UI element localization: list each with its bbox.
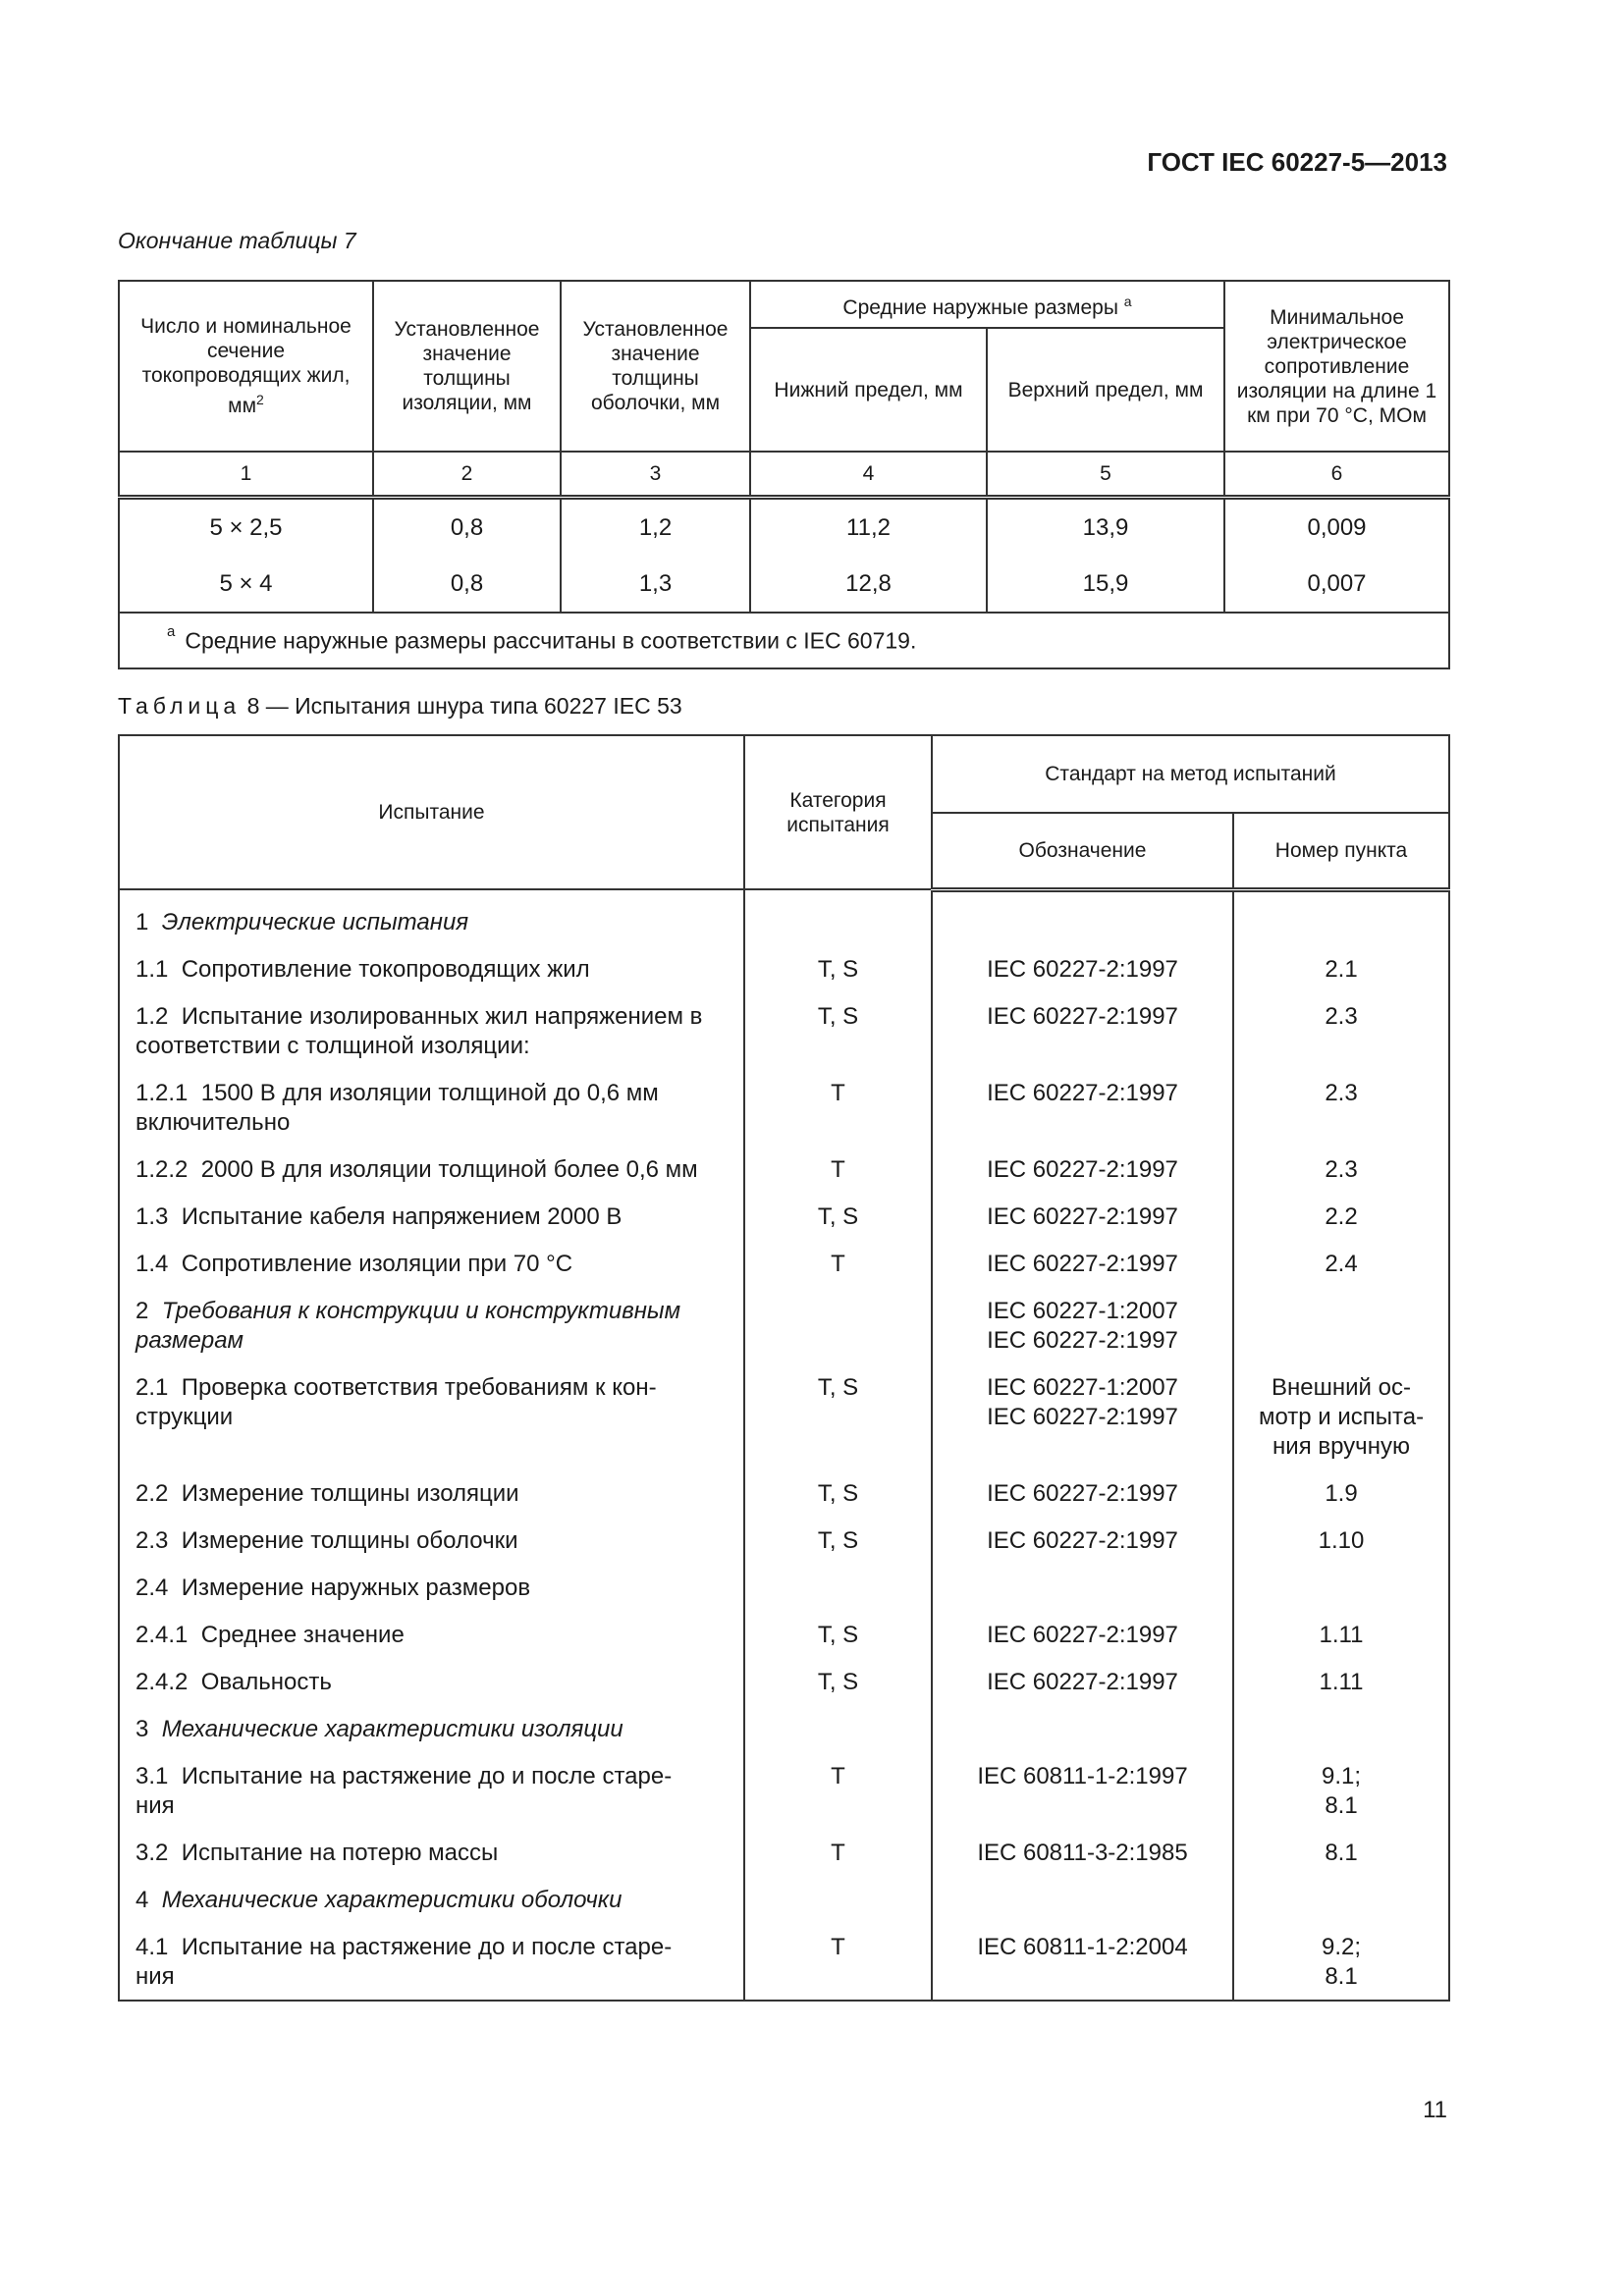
clause-number-cell: 2.3 bbox=[1233, 1138, 1449, 1185]
test-name-cell bbox=[119, 1915, 744, 2001]
test-category-cell: Т, S bbox=[744, 937, 932, 985]
test-name-cell bbox=[119, 1603, 744, 1650]
table-row bbox=[119, 1509, 1449, 1556]
table-row bbox=[119, 1603, 1449, 1650]
standard-designation-cell: IEC 60227-2:1997 bbox=[932, 1232, 1233, 1279]
test-name: 1500 В для изоляции толщиной до 0,6 мм включительно bbox=[135, 1080, 659, 1136]
clause-number-cell: 2.3 bbox=[1233, 985, 1449, 1061]
test-name-cell bbox=[119, 1462, 744, 1509]
t7-header-insulation: Установленное значение толщины изоляции, мм bbox=[373, 281, 561, 452]
clause-number-cell: 1.11 bbox=[1233, 1603, 1449, 1650]
test-number: 1.2 bbox=[135, 1003, 169, 1030]
test-category-cell: Т bbox=[744, 1232, 932, 1279]
t7-header-resistance: Минимальное электрическое сопротивление изоляции на длине 1 км при 70 °С, МОм bbox=[1224, 281, 1449, 452]
test-category-cell: Т, S bbox=[744, 1185, 932, 1232]
clause-number-cell: 2.3 bbox=[1233, 1061, 1449, 1138]
test-number: 2.4 bbox=[135, 1575, 169, 1601]
table-row bbox=[119, 1821, 1449, 1868]
test-name: Измерение наружных размеров bbox=[181, 1575, 531, 1601]
test-category-cell bbox=[744, 1868, 932, 1915]
test-name-cell bbox=[119, 1697, 744, 1744]
standard-designation-cell: IEC 60227-2:1997 bbox=[932, 1138, 1233, 1185]
test-name: Испытание изолированных жил напряжением в соответствии с толщиной изоляции: bbox=[135, 1003, 703, 1059]
standard-designation-cell: IEC 60227-2:1997 bbox=[932, 1509, 1233, 1556]
table-row bbox=[119, 1650, 1449, 1697]
clause-number-cell bbox=[1233, 1556, 1449, 1603]
test-number: 3.2 bbox=[135, 1840, 169, 1866]
test-name-cell bbox=[119, 1279, 744, 1356]
t7-header-conductors: Число и номинальное сечение токопроводящих жил, $мм^2$ bbox=[119, 281, 373, 452]
clause-number-cell bbox=[1233, 889, 1449, 937]
test-number: 2.3 bbox=[135, 1527, 169, 1554]
table-row bbox=[119, 937, 1449, 985]
test-category-cell bbox=[744, 889, 932, 937]
test-name-cell bbox=[119, 1650, 744, 1697]
table-row bbox=[119, 1138, 1449, 1185]
test-name: Сопротивление токопроводящих жил bbox=[181, 956, 590, 983]
test-category-cell: Т bbox=[744, 1138, 932, 1185]
test-category-cell: Т, S bbox=[744, 1509, 932, 1556]
table-row bbox=[119, 985, 1449, 1061]
test-number: 2.4.2 bbox=[135, 1669, 189, 1695]
clause-number-cell: 9.2; 8.1 bbox=[1233, 1915, 1449, 2001]
test-name-cell bbox=[119, 1868, 744, 1915]
test-name-cell bbox=[119, 937, 744, 985]
table-row bbox=[119, 1061, 1449, 1138]
test-number: 3.1 bbox=[135, 1763, 169, 1789]
table-7 bbox=[118, 280, 1450, 669]
table-row bbox=[119, 1232, 1449, 1279]
standard-designation-cell: IEC 60227-2:1997 bbox=[932, 985, 1233, 1061]
test-number: 1.3 bbox=[135, 1203, 169, 1230]
test-category-cell: Т, S bbox=[744, 1356, 932, 1462]
t8-header-test: Испытание bbox=[119, 735, 744, 889]
clause-number-cell: 2.1 bbox=[1233, 937, 1449, 985]
standard-designation-cell: IEC 60227-2:1997 bbox=[932, 1462, 1233, 1509]
test-name: Механические характеристики оболочки bbox=[161, 1887, 623, 1913]
test-name: 2000 В для изоляции толщиной более 0,6 мм bbox=[200, 1156, 698, 1183]
clause-number-cell: Внешний ос- мотр и испыта- ния вручную bbox=[1233, 1356, 1449, 1462]
table-row bbox=[119, 1744, 1449, 1821]
clause-number-cell: 1.9 bbox=[1233, 1462, 1449, 1509]
t7-footnote: $^a$ Средние наружные размеры рассчитаны в соответствии с IEC 60719. bbox=[119, 613, 1449, 668]
t8-header-designation: Обозначение bbox=[932, 813, 1233, 889]
clause-number-cell: 9.1; 8.1 bbox=[1233, 1744, 1449, 1821]
clause-number-cell: 2.2 bbox=[1233, 1185, 1449, 1232]
test-number: 3 bbox=[135, 1716, 149, 1742]
test-number: 2.2 bbox=[135, 1480, 169, 1507]
test-name-cell bbox=[119, 1185, 744, 1232]
table8-caption: Таблица 8 — Испытания шнура типа 60227 IEC 53 bbox=[118, 693, 682, 719]
test-name-cell bbox=[119, 1556, 744, 1603]
standard-designation-cell: IEC 60227-2:1997 bbox=[932, 1185, 1233, 1232]
clause-number-cell bbox=[1233, 1279, 1449, 1356]
test-name: Испытание на растяжение до и после старе-ния bbox=[135, 1934, 673, 1990]
t7-column-numbers: 1 2 3 4 5 6 bbox=[119, 452, 1449, 498]
test-category-cell: Т bbox=[744, 1061, 932, 1138]
test-category-cell: Т, S bbox=[744, 1462, 932, 1509]
table-8 bbox=[118, 734, 1450, 2002]
table-row bbox=[119, 1356, 1449, 1462]
t7-header-lower: Нижний предел, мм bbox=[750, 328, 987, 452]
t7-header-upper: Верхний предел, мм bbox=[987, 328, 1224, 452]
standard-designation-cell: IEC 60227-2:1997 bbox=[932, 1603, 1233, 1650]
test-name-cell bbox=[119, 1509, 744, 1556]
test-category-cell: Т bbox=[744, 1744, 932, 1821]
t7-header-sheath: Установленное значение толщины оболочки, мм bbox=[561, 281, 750, 452]
test-category-cell: Т, S bbox=[744, 985, 932, 1061]
table-row bbox=[119, 889, 1449, 937]
test-name-cell bbox=[119, 1138, 744, 1185]
test-number: 2 bbox=[135, 1298, 149, 1324]
standard-designation-cell: IEC 60811-1-2:1997 bbox=[932, 1744, 1233, 1821]
test-category-cell bbox=[744, 1697, 932, 1744]
clause-number-cell: 1.10 bbox=[1233, 1509, 1449, 1556]
test-category-cell: Т, S bbox=[744, 1603, 932, 1650]
clause-number-cell bbox=[1233, 1868, 1449, 1915]
test-number: 1.2.2 bbox=[135, 1156, 189, 1183]
standard-designation-cell bbox=[932, 1868, 1233, 1915]
t8-header-standard: Стандарт на метод испытаний bbox=[932, 735, 1449, 813]
test-category-cell bbox=[744, 1556, 932, 1603]
t8-header-category: Категория испытания bbox=[744, 735, 932, 889]
page-number: 11 bbox=[1423, 2097, 1447, 2123]
table-row bbox=[119, 1185, 1449, 1232]
test-name-cell bbox=[119, 889, 744, 937]
test-name: Требования к конструкции и конструктивным размерам bbox=[135, 1298, 681, 1354]
standard-designation-cell: IEC 60227-2:1997 bbox=[932, 1061, 1233, 1138]
table-row bbox=[119, 1279, 1449, 1356]
standard-designation-cell: IEC 60227-2:1997 bbox=[932, 1650, 1233, 1697]
test-number: 2.1 bbox=[135, 1374, 169, 1401]
table-row: 5 × 4 0,8 1,3 12,8 15,9 0,007 bbox=[119, 556, 1449, 613]
test-name: Овальность bbox=[200, 1669, 332, 1695]
table-row bbox=[119, 1462, 1449, 1509]
t7-header-outer-dims: Средние наружные размеры $^a$ bbox=[750, 281, 1224, 328]
t8-header-clause: Номер пункта bbox=[1233, 813, 1449, 889]
standard-designation-cell: IEC 60227-1:2007 IEC 60227-2:1997 bbox=[932, 1356, 1233, 1462]
test-name-cell bbox=[119, 1061, 744, 1138]
test-number: 2.4.1 bbox=[135, 1622, 189, 1648]
test-name-cell bbox=[119, 1744, 744, 1821]
test-name: Испытание на потерю массы bbox=[181, 1840, 499, 1866]
standard-designation-cell: IEC 60811-1-2:2004 bbox=[932, 1915, 1233, 2001]
test-number: 1.4 bbox=[135, 1251, 169, 1277]
standard-designation-cell bbox=[932, 1556, 1233, 1603]
table-row bbox=[119, 1556, 1449, 1603]
test-number: 4.1 bbox=[135, 1934, 169, 1960]
test-name-cell bbox=[119, 985, 744, 1061]
test-name-cell bbox=[119, 1821, 744, 1868]
test-name: Среднее значение bbox=[200, 1622, 405, 1648]
test-name: Механические характеристики изоляции bbox=[161, 1716, 623, 1742]
test-category-cell bbox=[744, 1279, 932, 1356]
test-name: Испытание на растяжение до и после старе-ния bbox=[135, 1763, 673, 1819]
table-row bbox=[119, 1915, 1449, 2001]
standard-designation-cell bbox=[932, 1697, 1233, 1744]
standard-designation-cell bbox=[932, 889, 1233, 937]
test-name: Испытание кабеля напряжением 2000 В bbox=[181, 1203, 623, 1230]
test-name: Электрические испытания bbox=[161, 909, 469, 935]
test-number: 1.1 bbox=[135, 956, 169, 983]
table-row bbox=[119, 1697, 1449, 1744]
table7-continuation-caption: Окончание таблицы 7 bbox=[118, 228, 356, 253]
document-code: ГОСТ IEC 60227-5—2013 bbox=[1147, 147, 1447, 177]
test-name: Измерение толщины оболочки bbox=[181, 1527, 518, 1554]
test-category-cell: Т, S bbox=[744, 1650, 932, 1697]
standard-designation-cell: IEC 60811-3-2:1985 bbox=[932, 1821, 1233, 1868]
standard-designation-cell: IEC 60227-2:1997 bbox=[932, 937, 1233, 985]
test-name: Сопротивление изоляции при 70 °С bbox=[181, 1251, 573, 1277]
test-number: 1 bbox=[135, 909, 149, 935]
table-row bbox=[119, 1868, 1449, 1915]
test-category-cell: Т bbox=[744, 1915, 932, 2001]
test-name: Проверка соответствия требованиям к кон-струкции bbox=[135, 1374, 657, 1430]
table-row: 5 × 2,5 0,8 1,2 11,2 13,9 0,009 bbox=[119, 498, 1449, 557]
test-name-cell bbox=[119, 1356, 744, 1462]
test-number: 1.2.1 bbox=[135, 1080, 189, 1106]
test-name: Измерение толщины изоляции bbox=[181, 1480, 519, 1507]
test-category-cell: Т bbox=[744, 1821, 932, 1868]
test-name-cell bbox=[119, 1232, 744, 1279]
clause-number-cell: 2.4 bbox=[1233, 1232, 1449, 1279]
standard-designation-cell: IEC 60227-1:2007 IEC 60227-2:1997 bbox=[932, 1279, 1233, 1356]
clause-number-cell: 1.11 bbox=[1233, 1650, 1449, 1697]
clause-number-cell bbox=[1233, 1697, 1449, 1744]
test-number: 4 bbox=[135, 1887, 149, 1913]
clause-number-cell: 8.1 bbox=[1233, 1821, 1449, 1868]
